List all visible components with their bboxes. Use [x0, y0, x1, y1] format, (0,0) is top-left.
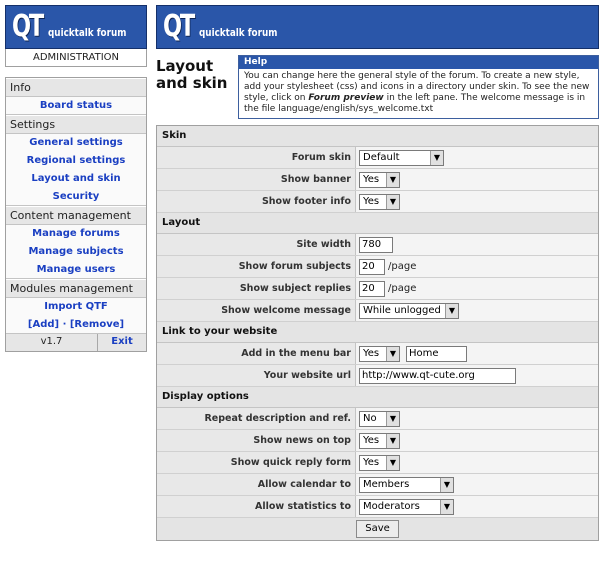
- forum-subjects-input[interactable]: 20: [359, 259, 385, 275]
- repeat-description-select[interactable]: No ▼: [359, 411, 400, 427]
- quick-reply-select[interactable]: Yes ▼: [359, 455, 400, 471]
- welcome-message-label: Show welcome message: [157, 300, 356, 321]
- menu-bar-label: Add in the menu bar: [157, 343, 356, 364]
- row-calendar: [157, 474, 598, 496]
- row-show-footer: [157, 191, 598, 213]
- chevron-down-icon: ▼: [386, 173, 399, 187]
- nav-item-import-qtf[interactable]: Import QTF: [6, 298, 146, 316]
- nav-section-info: Info: [6, 78, 146, 97]
- section-display-options: Display options: [157, 387, 598, 408]
- news-on-top-label: Show news on top: [157, 430, 356, 451]
- nav-item-add-remove-modules[interactable]: [Add] · [Remove]: [6, 316, 146, 334]
- statistics-select[interactable]: Moderators ▼: [359, 499, 454, 515]
- row-news-on-top: [157, 430, 598, 452]
- nav-item-security[interactable]: Security: [6, 188, 146, 206]
- help-title: Help: [239, 56, 598, 69]
- show-footer-select[interactable]: Yes ▼: [359, 194, 400, 210]
- nav-item-general-settings[interactable]: General settings: [6, 134, 146, 152]
- subject-replies-input[interactable]: 20: [359, 281, 385, 297]
- row-show-banner: [157, 169, 598, 191]
- nav-item-layout-and-skin[interactable]: Layout and skin: [6, 170, 146, 188]
- nav-item-manage-forums[interactable]: Manage forums: [6, 225, 146, 243]
- repeat-description-label: Repeat description and ref.: [157, 408, 356, 429]
- page-title: Layout and skin: [156, 57, 228, 92]
- subject-replies-unit: /page: [388, 283, 417, 294]
- save-button[interactable]: Save: [356, 520, 399, 538]
- forum-skin-label: Forum skin: [157, 147, 356, 168]
- nav-section-settings: Settings: [6, 115, 146, 134]
- forum-banner: [156, 5, 599, 49]
- welcome-message-select[interactable]: While unlogged ▼: [359, 303, 459, 319]
- chevron-down-icon: ▼: [430, 151, 443, 165]
- chevron-down-icon: ▼: [386, 434, 399, 448]
- row-site-width: [157, 234, 598, 256]
- chevron-down-icon: ▼: [386, 412, 399, 426]
- help-text: You can change here the general style of the forum. To create a new style, add your stylesheet (css) and icons in a directory under skin. To see the new style, click on Forum preview in the left pane. The welcome message is in the file language/english/sys_welcome.txt: [244, 71, 590, 114]
- calendar-select[interactable]: Members ▼: [359, 477, 454, 493]
- chevron-down-icon: ▼: [440, 478, 453, 492]
- show-banner-label: Show banner: [157, 169, 356, 190]
- row-menu-bar: [157, 343, 598, 365]
- site-width-input[interactable]: 780: [359, 237, 393, 253]
- row-welcome-message: [157, 300, 598, 322]
- nav-item-board-status[interactable]: Board status: [6, 97, 146, 115]
- forum-subjects-label: Show forum subjects: [157, 256, 356, 277]
- admin-nav: [5, 77, 147, 352]
- news-on-top-select[interactable]: Yes ▼: [359, 433, 400, 449]
- site-width-label: Site width: [157, 234, 356, 255]
- section-link: Link to your website: [157, 322, 598, 343]
- row-quick-reply: [157, 452, 598, 474]
- forum-preview-emphasis: Forum preview: [308, 93, 384, 103]
- section-skin: Skin: [157, 126, 598, 147]
- logo-mark: QT: [12, 9, 42, 44]
- admin-label: ADMINISTRATION: [5, 49, 147, 67]
- website-url-input[interactable]: http://www.qt-cute.org: [359, 368, 516, 384]
- chevron-down-icon: ▼: [440, 500, 453, 514]
- chevron-down-icon: ▼: [445, 304, 458, 318]
- banner-logo-text: quicktalk forum: [199, 25, 278, 39]
- version-label: v1.7: [6, 334, 98, 351]
- quick-reply-label: Show quick reply form: [157, 452, 356, 473]
- forum-subjects-unit: /page: [388, 261, 417, 272]
- section-layout: Layout: [157, 213, 598, 234]
- nav-footer: [6, 334, 146, 351]
- nav-section-content-management: Content management: [6, 206, 146, 225]
- save-row: [157, 518, 598, 540]
- layout-skin-form: [156, 125, 599, 541]
- row-forum-subjects: [157, 256, 598, 278]
- menu-bar-text-input[interactable]: Home: [406, 346, 467, 362]
- main-content: [156, 5, 599, 541]
- chevron-down-icon: ▼: [386, 347, 399, 361]
- website-url-label: Your website url: [157, 365, 356, 386]
- nav-item-manage-users[interactable]: Manage users: [6, 261, 146, 279]
- show-banner-select[interactable]: Yes ▼: [359, 172, 400, 188]
- exit-link[interactable]: Exit: [111, 336, 133, 347]
- forum-skin-select[interactable]: Default ▼: [359, 150, 444, 166]
- show-footer-label: Show footer info: [157, 191, 356, 212]
- row-forum-skin: [157, 147, 598, 169]
- sidebar-logo: [5, 5, 147, 49]
- logo-text: quicktalk forum: [48, 25, 127, 39]
- nav-item-manage-subjects[interactable]: Manage subjects: [6, 243, 146, 261]
- row-subject-replies: [157, 278, 598, 300]
- help-box: [238, 55, 599, 119]
- chevron-down-icon: ▼: [386, 195, 399, 209]
- nav-item-regional-settings[interactable]: Regional settings: [6, 152, 146, 170]
- row-statistics: [157, 496, 598, 518]
- menu-bar-select[interactable]: Yes ▼: [359, 346, 400, 362]
- banner-logo-mark: QT: [163, 9, 193, 44]
- row-website-url: [157, 365, 598, 387]
- nav-section-modules-management: Modules management: [6, 279, 146, 298]
- subject-replies-label: Show subject replies: [157, 278, 356, 299]
- row-repeat-description: [157, 408, 598, 430]
- chevron-down-icon: ▼: [386, 456, 399, 470]
- calendar-label: Allow calendar to: [157, 474, 356, 495]
- sidebar: [5, 5, 147, 352]
- statistics-label: Allow statistics to: [157, 496, 356, 517]
